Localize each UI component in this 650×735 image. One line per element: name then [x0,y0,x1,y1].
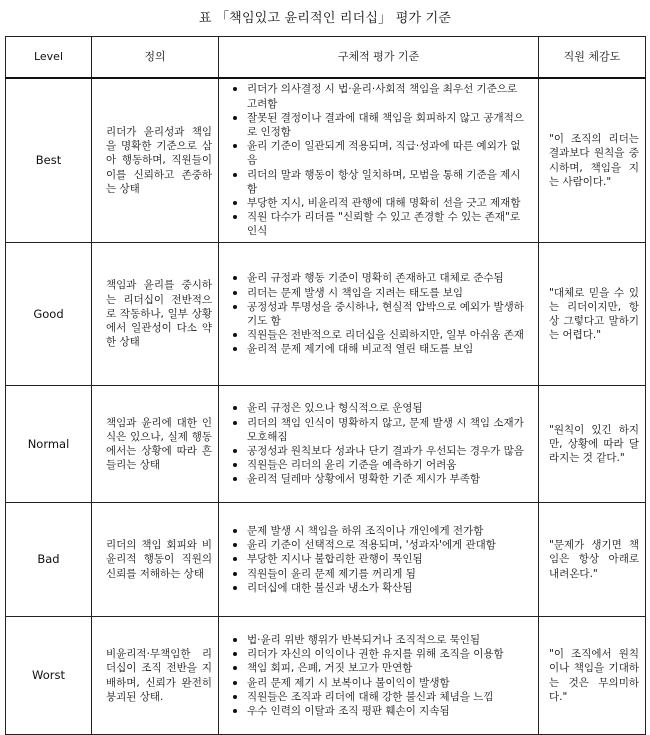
table-row-best [6,78,646,243]
criteria-item: 리더의 말과 행동이 항상 일치하며, 모범을 통해 기준을 제시함 [247,168,530,196]
criteria-item: 직원들은 전반적으로 리더십을 신뢰하지만, 일부 아쉬움 존재 [247,328,530,342]
criteria-item: 윤리적 딜레마 상황에서 명확한 기준 제시가 부족함 [247,472,530,486]
criteria-item: 윤리 기준이 일관되게 적용되며, 직급·성과에 따른 예외가 없음 [247,139,530,167]
perception-cell: "이 조직에서 원칙이나 책임을 기대하는 것은 무의미하다." [539,617,646,735]
perception-cell: "원칙이 있긴 하지만, 상황에 따라 달라지는 것 같다." [539,386,646,503]
criteria-item: 책임 회피, 은폐, 거짓 보고가 만연함 [247,661,530,675]
perception-cell: "대체로 믿을 수 있는 리더이지만, 항상 그렇다고 말하기는 어렵다." [539,243,646,386]
criteria-item: 리더의 책임 인식이 명확하지 않고, 문제 발생 시 책임 소재가 모호해짐 [247,416,530,444]
criteria-item: 법·윤리 위반 행위가 반복되거나 조직적으로 묵인됨 [247,633,530,647]
level-cell: Normal [6,386,92,503]
criteria-item: 직원들이 윤리 문제 제기를 꺼리게 됨 [247,567,530,581]
criteria-item: 우수 인력의 이탈과 조직 평판 훼손이 지속됨 [247,704,530,718]
definition-cell: 책임과 윤리에 대한 인식은 있으나, 실제 행동에서는 상황에 따라 흔들리는 상태 [92,386,219,503]
leadership-evaluation-table [5,36,646,735]
criteria-item: 공정성과 투명성을 중시하나, 현실적 압박으로 예외가 발생하기도 함 [247,300,530,328]
definition-cell: 책임과 윤리를 중시하는 리더십이 전반적으로 작동하나, 일부 상황에서 일관성이 다소 약한 상태 [92,243,219,386]
criteria-item: 직원들은 리더의 윤리 기준을 예측하기 어려움 [247,458,530,472]
criteria-list [229,401,530,486]
table-caption: 표 「책임있고 윤리적인 리더십」 평가 기준 [198,11,452,26]
level-cell: Good [6,243,92,386]
criteria-item: 리더가 의사결정 시 법·윤리·사회적 책임을 최우선 기준으로 고려함 [247,82,530,110]
criteria-item: 문제 발생 시 책임을 하위 조직이나 개인에게 전가함 [247,524,530,538]
criteria-list [229,633,530,718]
criteria-list [229,524,530,595]
level-cell: Bad [6,503,92,617]
header-perception: 직원 체감도 [539,37,646,79]
definition-cell: 리더가 윤리성과 책임을 명확한 기준으로 삼아 행동하며, 직원들이 이를 신뢰하고 존중하는 상태 [92,78,219,243]
table-row-normal [6,386,646,503]
perception-cell: "문제가 생기면 책임은 항상 아래로 내려온다." [539,503,646,617]
criteria-item: 윤리 규정과 행동 기준이 명확히 존재하고 대체로 준수됨 [247,271,530,285]
definition-cell: 비윤리적·무책임한 리더십이 조직 전반을 지배하며, 신뢰가 완전히 붕괴된 상태. [92,617,219,735]
level-cell: Best [6,78,92,243]
level-cell: Worst [6,617,92,735]
header-criteria: 구체적 평가 기준 [219,37,539,79]
criteria-item: 리더십에 대한 불신과 냉소가 확산됨 [247,581,530,595]
criteria-item: 윤리적 문제 제기에 대해 비교적 열린 태도를 보임 [247,342,530,356]
criteria-item: 윤리 규정은 있으나 형식적으로 운영됨 [247,401,530,415]
criteria-item: 윤리 문제 제기 시 보복이나 불이익이 발생함 [247,676,530,690]
criteria-cell [219,386,539,503]
criteria-item: 직원들은 조직과 리더에 대해 강한 불신과 체념을 느낌 [247,690,530,704]
header-definition: 정의 [92,37,219,79]
header-level: Level [6,37,92,79]
criteria-item: 리더가 자신의 이익이나 권한 유지를 위해 조직을 이용함 [247,647,530,661]
header-row [6,37,646,79]
criteria-item: 윤리 기준이 선택적으로 적용되며, '성과자'에게 관대함 [247,538,530,552]
criteria-list [229,271,530,356]
criteria-item: 부당한 지시나 불합리한 관행이 묵인됨 [247,552,530,566]
criteria-item: 부당한 지시, 비윤리적 관행에 대해 명확히 선을 긋고 제재함 [247,196,530,210]
criteria-item: 직원 다수가 리더를 "신뢰할 수 있고 존경할 수 있는 존재"로 인식 [247,210,530,238]
criteria-cell [219,78,539,243]
criteria-cell [219,243,539,386]
criteria-item: 잘못된 결정이나 결과에 대해 책임을 회피하지 않고 공개적으로 인정함 [247,111,530,139]
table-row-worst [6,617,646,735]
criteria-item: 리더는 문제 발생 시 책임을 지려는 태도를 보임 [247,286,530,300]
perception-cell: "이 조직의 리더는 결과보다 원칙을 중시하며, 책임을 지는 사람이다." [539,78,646,243]
criteria-cell [219,503,539,617]
definition-cell: 리더의 책임 회피와 비윤리적 행동이 직원의 신뢰를 저해하는 상태 [92,503,219,617]
criteria-list [229,82,530,238]
table-row-bad [6,503,646,617]
criteria-item: 공정성과 원칙보다 성과나 단기 결과가 우선되는 경우가 많음 [247,444,530,458]
table-row-good [6,243,646,386]
criteria-cell [219,617,539,735]
